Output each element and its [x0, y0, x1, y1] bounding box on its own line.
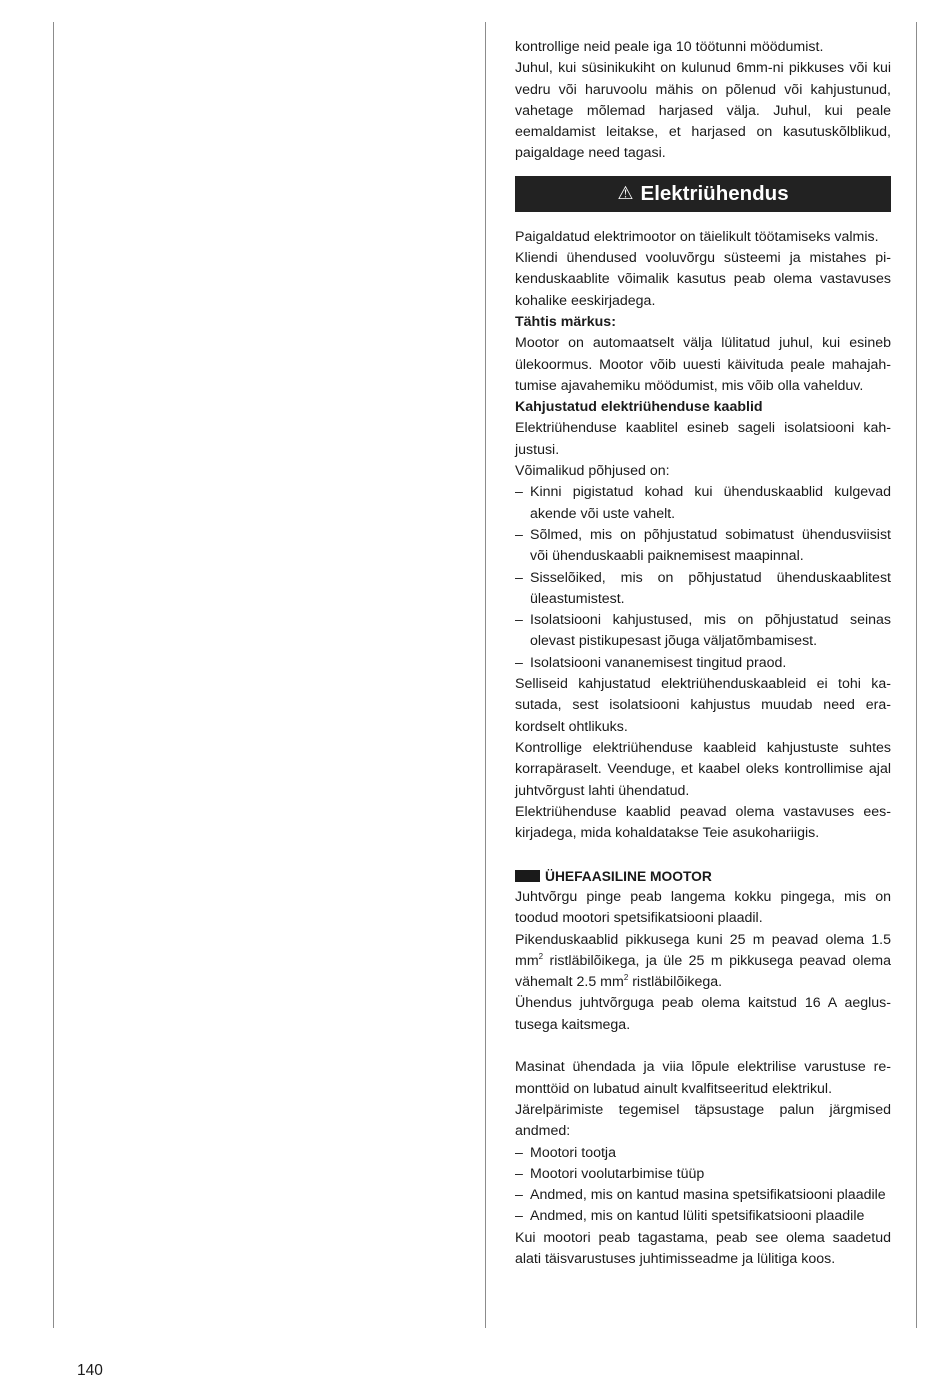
list-item: – Andmed, mis on kantud lüliti spetsifikatsiooni plaadile — [515, 1208, 865, 1225]
list-item: – Mootori voolutarbimise tüüp — [515, 1165, 705, 1182]
cables-heading: Kahjustatud elektriühenduse kaablid — [515, 399, 763, 416]
list-item: – Sõlmed, mis on põhjustatud sobimatust ühendusviisist või ühenduskaabli paiknemisest maapinnal. — [515, 526, 891, 565]
column-left-rule — [485, 22, 486, 1328]
paragraph: Ühendus juhtvõrguga peab olema kaitstud 16 A aeglustusega kaitsmega. — [515, 995, 891, 1033]
warning-icon: ⚠ — [617, 183, 634, 204]
intro-line: kontrollige neid peale iga 10 töötunni möödumist. — [515, 39, 824, 55]
paragraph: Mootor on automaatselt välja lülitatud juhul, kui esineb ülekoormus. Mootor võib uuesti käivituda peale mahajahtumise ajavahemiku möödumist, mis võib olla vahelduv. — [515, 335, 891, 394]
paragraph: Kui mootori peab tagastama, peab see olema saadetud alati täisvarustuses juhtimisseadme ja lülitiga koos. — [515, 1229, 891, 1268]
page-number: 140 — [77, 1362, 103, 1379]
paragraph: Kontrollige elektriühenduse kaableid kahjustuste suhtes korrapäraselt. Veenduge, et kaabel oleks kontrollimise ajal juhtvõrgust lahti ühendatud. — [515, 739, 891, 799]
paragraph: Selliseid kahjustatud elektriühenduskaableid ei tohi kasutada, sest isolatsiooni kahjustus muudab need erakordselt ohtlikuks. — [515, 676, 891, 735]
important-heading: Tähtis märkus: — [515, 313, 616, 330]
left-margin-rule — [53, 22, 54, 1328]
list-item: – Isolatsiooni vananemisest tingitud praod. — [515, 654, 787, 671]
list-item: – Andmed, mis on kantud masina spetsifikatsiooni plaadile — [515, 1187, 886, 1204]
list-item: – Kinni pigistatud kohad kui ühenduskaablid kulgevad akende või uste vahelt. — [515, 484, 891, 522]
paragraph: Elektriühenduse kaablid peavad olema vastavuses eeskirjadega, mida kohaldatakse Teie asukohariigis. — [515, 803, 891, 842]
section-title: Elektriühendus — [640, 182, 789, 206]
list-item: – Isolatsiooni kahjustused, mis on põhjustatud seinas olevast pistikupesast jõuga väljatõmbamisest. — [515, 612, 891, 650]
paragraph: Järelpärimiste tegemisel täpsustage palun järgmised andmed: — [515, 1101, 891, 1140]
list-item: – Mootori tootja — [515, 1144, 616, 1161]
paragraph: Kliendi ühendused vooluvõrgu süsteemi ja mistahes pikenduskaablite võimalik kasutus peab olema vastavuses kohalike eeskirjadega. — [515, 250, 891, 309]
causes-intro: Võimalikud põhjused on: — [515, 463, 670, 480]
section-banner — [515, 176, 891, 212]
text-column — [515, 37, 891, 1270]
heading-bar-marker — [515, 870, 540, 882]
subsection-title: ÜHEFAASILINE MOOTOR — [545, 868, 712, 884]
paragraph: Juhtvõrgu pinge peab langema kokku pingega, mis on toodud mootori spetsifikatsiooni plaadil. — [515, 888, 891, 927]
subsection-heading — [515, 866, 891, 887]
right-margin-rule — [916, 22, 917, 1328]
list-item: – Sisselõiked, mis on põhjustatud ühenduskaablitest üleastumistest. — [515, 569, 891, 607]
paragraph: Masinat ühendada ja viia lõpule elektrilise varustuse remonttöid on lubatud ainult kvalfitseeritud elektrikul. — [515, 1059, 891, 1097]
intro-paragraph: Juhul, kui süsinikukiht on kulunud 6mm-ni pikkuses või kui vedru või haruvoolu mähis on põlenud või kahjustunud, vahetage mõlemad harjased välja. Juhul, kui peale eemaldamist leitakse, et harjased on kasutuskõlblikud, paigaldage need tagasi. — [515, 60, 891, 162]
paragraph: Elektriühenduse kaablitel esineb sageli isolatsiooni kahjustusi. — [515, 420, 891, 458]
paragraph: Paigaldatud elektrimootor on täielikult töötamiseks valmis. — [515, 228, 879, 245]
paragraph: Pikenduskaablid pikkusega kuni 25 m peavad olema 1.5 $mm^2$ ristläbilõikega, ja üle 25 m pikkusega peavad olema vähemalt 2.5 $mm^2$ ristläbilõikega. — [515, 931, 891, 991]
